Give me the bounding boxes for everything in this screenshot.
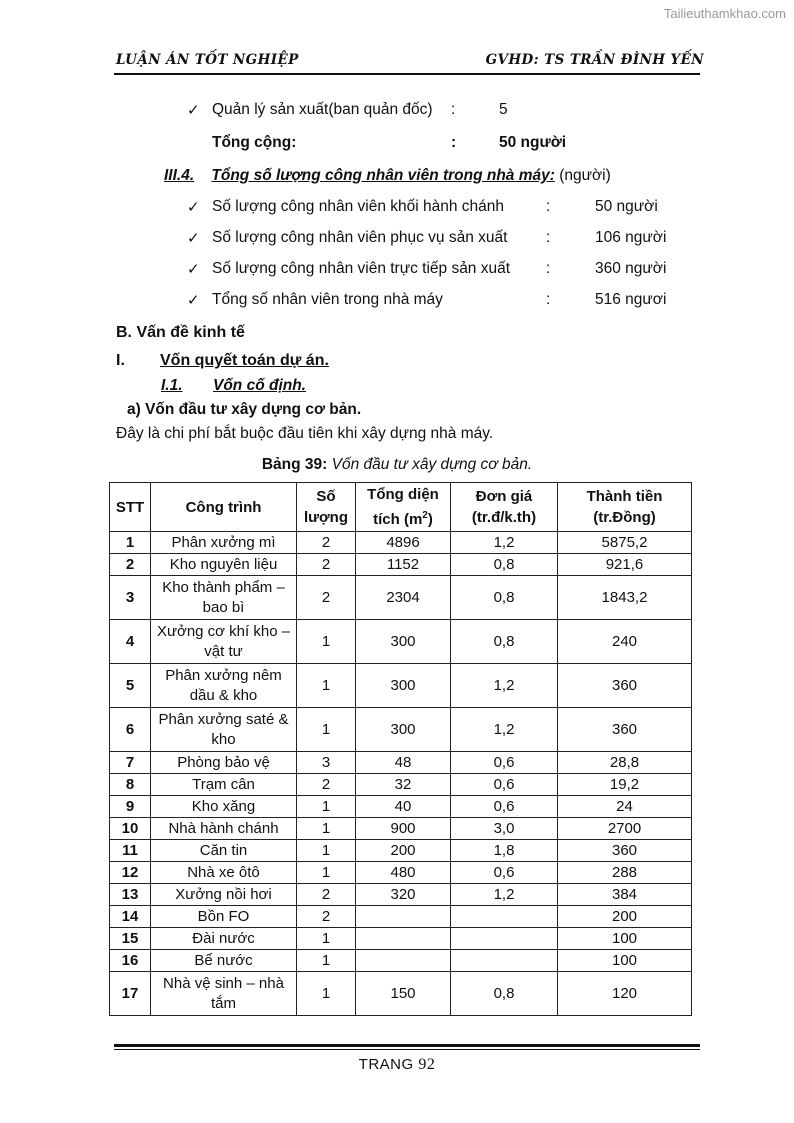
cell-stt: 3 [110, 576, 151, 620]
cell-total: 360 [558, 840, 692, 862]
page-footer [0, 1056, 794, 1074]
cell-name: Nhà vệ sinh – nhà tắm [151, 972, 297, 1016]
list-item-value: 5 [499, 101, 508, 118]
cell-name: Xưởng cơ khí kho – vật tư [151, 620, 297, 664]
cell-qty: 1 [297, 972, 356, 1016]
cell-qty: 3 [297, 752, 356, 774]
cell-total: 921,6 [558, 554, 692, 576]
staff-item-colon: : [546, 198, 551, 215]
check-icon: ✓ [187, 229, 200, 247]
check-icon: ✓ [187, 198, 200, 216]
table-row [110, 576, 692, 620]
cell-stt: 10 [110, 818, 151, 840]
cell-area [356, 928, 451, 950]
table-row [110, 862, 692, 884]
cell-price: 1,2 [451, 532, 558, 554]
footer-rule-thick [114, 1044, 700, 1047]
cell-price [451, 906, 558, 928]
cell-stt: 5 [110, 664, 151, 708]
staff-item-value: 106 người [595, 229, 667, 246]
cell-qty: 2 [297, 554, 356, 576]
cell-name: Đài nước [151, 928, 297, 950]
header-area: Tổng diện tích $(m^2)$ [356, 483, 451, 532]
cell-area [356, 950, 451, 972]
cell-total: 360 [558, 708, 692, 752]
table-row [110, 840, 692, 862]
list-item-label: Quản lý sản xuất(ban quản đốc) [212, 101, 433, 118]
cell-name: Phân xưởng mì [151, 532, 297, 554]
cell-stt: 1 [110, 532, 151, 554]
table-row [110, 972, 692, 1016]
check-icon: ✓ [187, 291, 200, 309]
cell-qty: 2 [297, 884, 356, 906]
cell-total: 120 [558, 972, 692, 1016]
section-i-number: I. [116, 352, 125, 369]
cell-stt: 4 [110, 620, 151, 664]
table-row [110, 928, 692, 950]
cell-stt: 2 [110, 554, 151, 576]
cell-price: 0,8 [451, 620, 558, 664]
check-icon: ✓ [187, 260, 200, 278]
section-i-title: Vốn quyết toán dự án. [160, 352, 329, 369]
cell-area: 900 [356, 818, 451, 840]
table-row [110, 708, 692, 752]
table-row [110, 774, 692, 796]
footer-rule-thin [114, 1049, 700, 1050]
cell-total: 100 [558, 928, 692, 950]
investment-table [109, 482, 692, 1016]
cell-area: 1152 [356, 554, 451, 576]
cell-price [451, 950, 558, 972]
cell-name: Phòng bảo vệ [151, 752, 297, 774]
cell-stt: 6 [110, 708, 151, 752]
staff-item-colon: : [546, 260, 551, 277]
cell-price: 0,8 [451, 972, 558, 1016]
cell-price: 1,8 [451, 840, 558, 862]
cell-price: 1,2 [451, 884, 558, 906]
table-row [110, 532, 692, 554]
cell-area: 40 [356, 796, 451, 818]
cell-price: 0,8 [451, 554, 558, 576]
cell-price: 3,0 [451, 818, 558, 840]
header-right: GVHD: TS TRẦN ĐÌNH YẾN [485, 52, 704, 68]
cell-area: 4896 [356, 532, 451, 554]
cell-name: Phân xưởng saté & kho [151, 708, 297, 752]
cell-area: 2304 [356, 576, 451, 620]
header-rule [114, 73, 700, 75]
cell-stt: 17 [110, 972, 151, 1016]
header-qty: Số lượng [297, 483, 356, 532]
cell-qty: 1 [297, 796, 356, 818]
table-row [110, 950, 692, 972]
header-stt: STT [110, 483, 151, 532]
cell-total: 5875,2 [558, 532, 692, 554]
cell-price: 0,6 [451, 752, 558, 774]
cell-qty: 1 [297, 620, 356, 664]
footer-label: TRANG [358, 1056, 414, 1073]
table-row [110, 752, 692, 774]
staff-item-label: Số lượng công nhân viên phục vụ sản xuất [212, 229, 508, 246]
cell-area: 480 [356, 862, 451, 884]
section-iii4-title: Tổng số lượng công nhân viên trong nhà máy: [211, 167, 555, 184]
cell-price: 1,2 [451, 664, 558, 708]
header-total: Thành tiền (tr.Đồng) [558, 483, 692, 532]
table-row [110, 620, 692, 664]
section-iii4-heading [164, 167, 611, 185]
caption-label: Bảng 39: [261, 456, 328, 473]
section-i1-number: I.1. [161, 377, 183, 394]
header-name: Công trình [151, 483, 297, 532]
cell-stt: 14 [110, 906, 151, 928]
caption-text: Vốn đầu tư xây dựng cơ bản. [331, 456, 533, 473]
table-header-row [110, 483, 692, 532]
total-value: 50 người [499, 134, 567, 151]
cell-total: 2700 [558, 818, 692, 840]
cell-name: Nhà hành chánh [151, 818, 297, 840]
staff-item-label: Số lượng công nhân viên trực tiếp sản xuất [212, 260, 511, 277]
staff-item-value: 516 ngươi [595, 291, 667, 308]
cell-area: 300 [356, 620, 451, 664]
cell-price: 0,8 [451, 576, 558, 620]
cell-qty: 1 [297, 928, 356, 950]
cell-qty: 1 [297, 818, 356, 840]
cell-qty: 2 [297, 576, 356, 620]
cell-qty: 2 [297, 532, 356, 554]
staff-item-colon: : [546, 291, 551, 308]
cell-area: 200 [356, 840, 451, 862]
cell-stt: 11 [110, 840, 151, 862]
cell-qty: 1 [297, 840, 356, 862]
header-price: Đơn giá (tr.đ/k.th) [451, 483, 558, 532]
watermark: Tailieuthamkhao.com [663, 6, 786, 21]
staff-item-value: 360 người [595, 260, 667, 277]
cell-qty: 1 [297, 708, 356, 752]
cell-area: 32 [356, 774, 451, 796]
cell-total: 360 [558, 664, 692, 708]
cell-qty: 2 [297, 906, 356, 928]
cell-qty: 1 [297, 950, 356, 972]
cell-total: 19,2 [558, 774, 692, 796]
cell-stt: 16 [110, 950, 151, 972]
cell-area: 48 [356, 752, 451, 774]
paragraph: Đây là chi phí bắt buộc đầu tiên khi xây dựng nhà máy. [116, 425, 494, 442]
cell-name: Xưởng nồi hơi [151, 884, 297, 906]
cell-name: Kho thành phẩm – bao bì [151, 576, 297, 620]
page-number: 92 [418, 1056, 436, 1073]
cell-total: 1843,2 [558, 576, 692, 620]
table-row [110, 884, 692, 906]
cell-total: 240 [558, 620, 692, 664]
cell-name: Kho nguyên liệu [151, 554, 297, 576]
cell-stt: 7 [110, 752, 151, 774]
cell-price: 1,2 [451, 708, 558, 752]
section-iii4-number: III.4. [164, 167, 195, 184]
staff-item-value: 50 người [595, 198, 658, 215]
cell-name: Phân xưởng nêm dầu & kho [151, 664, 297, 708]
table-row [110, 664, 692, 708]
cell-total: 288 [558, 862, 692, 884]
staff-item-label: Tổng số nhân viên trong nhà máy [212, 291, 443, 308]
section-b-heading: B. Vấn đề kinh tế [116, 324, 245, 341]
cell-price: 0,6 [451, 796, 558, 818]
total-label: Tổng cộng: [212, 134, 297, 151]
list-item-colon: : [451, 101, 456, 118]
cell-qty: 1 [297, 862, 356, 884]
table-row [110, 906, 692, 928]
cell-area: 300 [356, 664, 451, 708]
section-i1-title: Vốn cố định. [213, 377, 306, 394]
cell-stt: 15 [110, 928, 151, 950]
cell-total: 200 [558, 906, 692, 928]
header-left: LUẬN ÁN TỐT NGHIỆP [116, 52, 299, 68]
cell-stt: 12 [110, 862, 151, 884]
cell-qty: 2 [297, 774, 356, 796]
table-caption [0, 456, 794, 474]
cell-stt: 9 [110, 796, 151, 818]
total-colon: : [451, 134, 457, 151]
cell-name: Nhà xe ôtô [151, 862, 297, 884]
table-row [110, 818, 692, 840]
cell-name: Bồn FO [151, 906, 297, 928]
cell-stt: 13 [110, 884, 151, 906]
cell-name: Bể nước [151, 950, 297, 972]
table-row [110, 554, 692, 576]
cell-total: 28,8 [558, 752, 692, 774]
table-row [110, 796, 692, 818]
cell-area: 150 [356, 972, 451, 1016]
cell-price: 0,6 [451, 862, 558, 884]
section-iii4-unit: (người) [559, 167, 611, 184]
cell-name: Kho xăng [151, 796, 297, 818]
cell-price: 0,6 [451, 774, 558, 796]
cell-stt: 8 [110, 774, 151, 796]
staff-item-colon: : [546, 229, 551, 246]
cell-price [451, 928, 558, 950]
cell-name: Căn tin [151, 840, 297, 862]
cell-area [356, 906, 451, 928]
cell-total: 24 [558, 796, 692, 818]
cell-qty: 1 [297, 664, 356, 708]
cell-area: 300 [356, 708, 451, 752]
cell-total: 100 [558, 950, 692, 972]
section-a-heading: a) Vốn đầu tư xây dựng cơ bản. [127, 401, 362, 418]
cell-name: Trạm cân [151, 774, 297, 796]
cell-total: 384 [558, 884, 692, 906]
check-icon: ✓ [187, 101, 200, 119]
cell-area: 320 [356, 884, 451, 906]
staff-item-label: Số lượng công nhân viên khối hành chánh [212, 198, 505, 215]
